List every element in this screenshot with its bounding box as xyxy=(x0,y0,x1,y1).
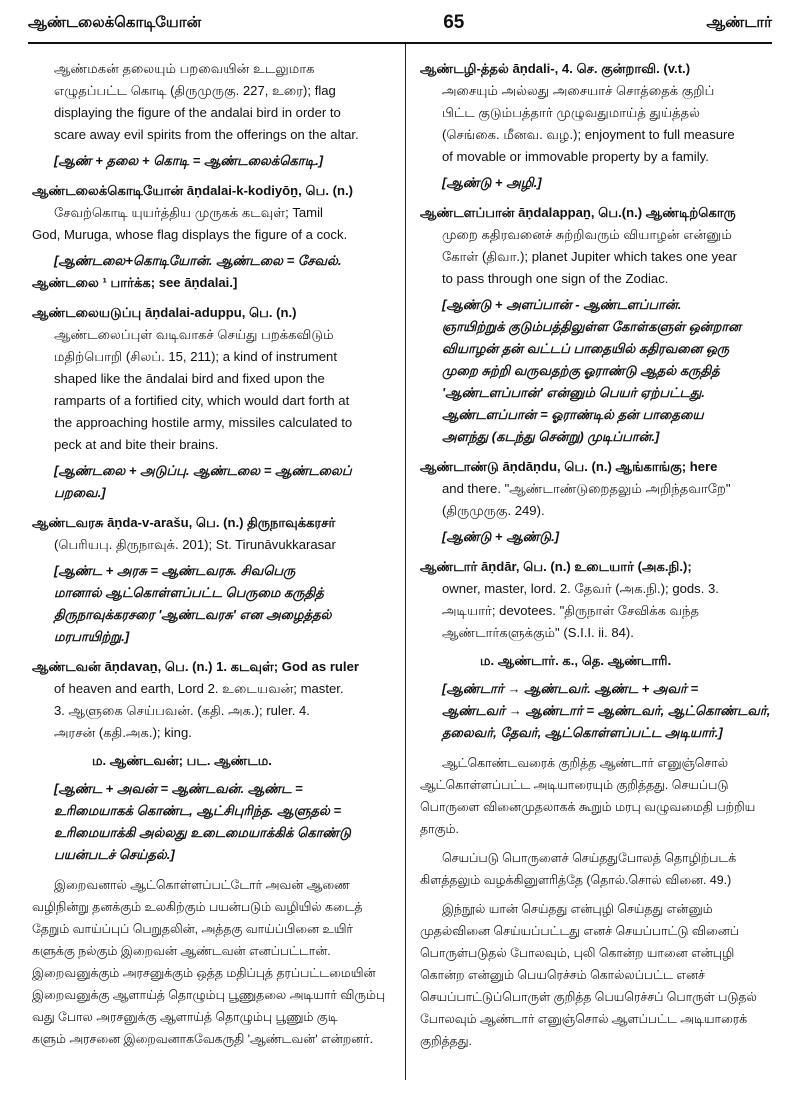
note-line: [ஆண்டார் → ஆண்டவர். ஆண்ட + அவர் = xyxy=(442,681,699,696)
entry-line: of heaven and earth, Lord 2. உடையவன்; master. xyxy=(54,681,344,696)
commentary-paragraph xyxy=(420,898,772,1052)
continued-entry xyxy=(32,58,392,146)
entry-line: (செங்கை. மீனவ. வழ.); enjoyment to full measure xyxy=(442,127,735,142)
etymology-note xyxy=(54,778,392,866)
entry-line: ramparts of a fortified city, which would dart forth at xyxy=(54,393,350,408)
header-left-guideword: ஆண்டலைக்கொடியோன் xyxy=(28,13,202,31)
cross-reference: ஆண்டலை ¹ பார்க்க; see āṇdalai.] xyxy=(32,275,238,290)
column-divider xyxy=(405,44,406,1080)
note-line: வியாழன் தன் வட்டப் பாதையில் கதிரவனை ஒரு xyxy=(442,341,730,356)
entry-andalaikkodiyon xyxy=(32,180,392,246)
entry-line: அரசன் (கதி.அக.); king. xyxy=(54,725,192,740)
entry-line: displaying the figure of the andalai bird in order to xyxy=(54,105,341,120)
entry-andavarasu xyxy=(32,512,392,556)
entry-line: God, Muruga, whose flag displays the figure of a cock. xyxy=(32,227,348,242)
entry-andalappan xyxy=(420,202,772,290)
right-column xyxy=(420,58,772,1059)
entry-line: ஆண்டார்களுக்கும்" (S.I.I. ii. 84). xyxy=(442,625,634,640)
note-line: 'ஆண்டளப்பான்' என்னும் பெயர் ஏற்பட்டது. xyxy=(442,385,705,400)
cognates: ம. ஆண்டவன்; பட. ஆண்டம. xyxy=(92,753,272,768)
entry-line: (பெரியபு. திருநாவுக். 201); St. Tirunāvukkarasar xyxy=(54,537,336,552)
paragraph-line: ஆட்கொள்ளப்பட்ட அடியாரையும் குறித்தது. செயப்படு xyxy=(420,778,729,792)
etymology-note xyxy=(442,294,772,448)
paragraph-line: முதல்வினை செய்யப்பட்டது எனச் செயப்பாட்டு வினைப் xyxy=(420,924,739,938)
note-line: பறவை.] xyxy=(54,485,106,500)
note-line: [ஆண்ட + அரசு = ஆண்டவரசு. சிவபெரு xyxy=(54,563,296,578)
paragraph-line: கிளத்தலும் வழக்கினுளரித்தே (தொல்.சொல் வினை. 49.) xyxy=(420,873,732,887)
paragraph-line: இறைவனுக்கு ஆளாய்த் தொழும்பு பூணுதலை அடியார் விரும்பு xyxy=(32,988,386,1002)
note-line: மானால் ஆட்கொள்ளப்பட்ட பெருமை கருதித் xyxy=(54,585,324,600)
headword-line: ஆண்டலையடுப்பு āṇdalai-aduppu, பெ. (n.) xyxy=(32,305,297,320)
entry-line: கோள் (திவா.); planet Jupiter which takes one year xyxy=(442,249,737,264)
header-right-guideword: ஆண்டார் xyxy=(706,13,772,31)
paragraph-line: ஆட்கொண்டவரைக் குறித்த ஆண்டார் எனுஞ்சொல் xyxy=(442,756,729,770)
entry-line: and there. "ஆண்டாண்டுறைதலும் அறிந்தவாறே" xyxy=(442,481,731,496)
paragraph-line: களும் அரசனை இறைவனாகவேகருதி 'ஆண்டவன்' என்றனர். xyxy=(32,1032,374,1046)
entry-line: of movable or immovable property by a family. xyxy=(442,149,709,164)
paragraph-line: தாகும். xyxy=(420,822,459,836)
paragraph-line: பொருளை வினைமுதலாகக் கூறும் மரபு வழுவமைதி பற்றிய xyxy=(420,800,756,814)
entry-line: சேவற்கொடி யுயர்த்திய முருகக் கடவுள்; Tamil xyxy=(54,205,323,220)
paragraph-line: இறைவனுக்கும் அரசனுக்கும் ஒத்த மதிப்புத் தரப்பட்டமையின் xyxy=(32,966,376,980)
headword-line: ஆண்டலைக்கொடியோன் āṇdalai-k-kodiyōṉ, பெ. (n.) xyxy=(32,183,353,198)
headword-line: ஆண்டழி-த்தல் āṇdali-, 4. செ. குன்றாவி. (v.t.) xyxy=(420,61,691,76)
headword-line: ஆண்டவன் āṇdavaṉ, பெ. (n.) 1. கடவுள்; God as ruler xyxy=(32,659,359,674)
entry-line: ஆண்மகன் தலையும் பறவையின் உடலுமாக xyxy=(54,61,315,76)
etymology-note: [ஆண்டு + ஆண்டு.] xyxy=(442,529,560,544)
entry-line: the approaching hostile army, missiles calculated to xyxy=(54,415,353,430)
headword-line: ஆண்டாண்டு āṇdāṇdu, பெ. (n.) ஆங்காங்கு; here xyxy=(420,459,718,474)
etymology-note xyxy=(54,460,392,504)
paragraph-line: செயப்படு பொருளைச் செய்ததுபோலத் தொழிற்படக் xyxy=(442,851,737,865)
entry-line: shaped like the āndalai bird and fixed upon the xyxy=(54,371,325,386)
left-column xyxy=(32,58,392,1057)
etymology-note xyxy=(54,560,392,648)
page-number: 65 xyxy=(443,12,465,33)
entry-line: அடியார்; devotees. "திருநாள் சேவிக்க வந்த xyxy=(442,603,700,618)
paragraph-line: இறைவனால் ஆட்கொள்ளப்பட்டோர் அவன் ஆணை xyxy=(54,878,350,892)
paragraph-line: கொன்ற என்னும் பெயரெச்சம் கொல்லப்பட்ட எனச் xyxy=(420,968,705,982)
entry-line: scare away evil spirits from the offerings on the altar. xyxy=(54,127,359,142)
note-line: உரிமையாகக் கொண்ட, ஆட்சிபுரிந்த. ஆளுதல் = xyxy=(54,803,342,818)
paragraph-line: குறித்தது. xyxy=(420,1034,472,1048)
note-line: ஞாயிற்றுக் குடும்பத்திலுள்ள கோள்களுள் ஒன்றான xyxy=(442,319,741,334)
paragraph-line: போலவும் ஆண்டார் எனுஞ்சொல் ஆளப்பட்ட அடியாரைக் xyxy=(420,1012,748,1026)
note-line: [ஆண்டலை + அடுப்பு. ஆண்டலை = ஆண்டலைப் xyxy=(54,463,352,478)
note-line: [ஆண்டு + அளப்பான் - ஆண்டளப்பான். xyxy=(442,297,682,312)
note-line: ஆண்டவர் → ஆண்டார் = ஆண்டவர், ஆட்கொண்டவர், xyxy=(442,703,771,718)
entry-line: (திருமுருகு. 249). xyxy=(442,503,545,518)
headword-line: ஆண்டார் āṇdār, பெ. (n.) உடையார் (அக.நி.); xyxy=(420,559,692,574)
etymology-note: [ஆண் + தலை + கொடி = ஆண்டலைக்கொடி.] xyxy=(54,153,324,168)
note-line: முறை சுற்றி வருவதற்கு ஓராண்டு ஆதல் கருதித் xyxy=(442,363,720,378)
entry-line: ஆண்டலைப்புள் வடிவாகச் செய்து பறக்கவிடும் xyxy=(54,327,334,342)
etymology-note xyxy=(442,678,772,744)
commentary-paragraph xyxy=(420,847,772,891)
paragraph-line: செயப்பாட்டுப்பொருள் குறித்த பெயரெச்சப் பொருள் படுதல் xyxy=(420,990,757,1004)
note-line: [ஆண்ட + அவன் = ஆண்டவன். ஆண்ட = xyxy=(54,781,303,796)
paragraph-line: தேறும் வாய்ப்புப் பெறுதலின், அத்தகு வாய்ப்பினை உயிர் xyxy=(32,922,353,936)
paragraph-line: வது போல அரசனுக்கு ஆளாய்த் தொழும்பு பூணும் குடி xyxy=(32,1010,338,1024)
paragraph-line: இந்நூல் யான் செய்தது என்புழி செய்தது என்னும் xyxy=(442,902,713,916)
etymology-note: [ஆண்டு + அழி.] xyxy=(442,175,542,190)
entry-andali xyxy=(420,58,772,168)
entry-line: முறை கதிரவனைச் சுற்றிவரும் வியாழன் என்னும் xyxy=(442,227,732,242)
commentary-paragraph xyxy=(420,752,772,840)
page-header xyxy=(28,4,772,44)
note-line: திருநாவுக்கரசரை 'ஆண்டவரசு' என அழைத்தல் xyxy=(54,607,332,622)
entry-line: மதிற்பொறி (சிலப். 15, 211); a kind of instrument xyxy=(54,349,337,364)
headword-line: ஆண்டவரசு āṇda-v-arašu, பெ. (n.) திருநாவுக்கரசர் xyxy=(32,515,336,530)
note-line: மரபாயிற்று.] xyxy=(54,629,130,644)
entry-line: எழுதப்பட்ட கொடி (திருமுருகு. 227, உரை); flag xyxy=(54,83,336,98)
headword-line: ஆண்டளப்பான் āṇdalappaṉ, பெ.(n.) ஆண்டிற்கொரு xyxy=(420,205,736,220)
entry-andavan xyxy=(32,656,392,744)
paragraph-line: வழிநின்று தனக்கும் உலகிற்கும் பயன்படும் வழியில் கடைத் xyxy=(32,900,363,914)
entry-andalaiaduppu xyxy=(32,302,392,456)
entry-line: to pass through one sign of the Zodiac. xyxy=(442,271,669,286)
paragraph-line: பொருள்படுதல் போலவும், புலி கொன்ற யானை என்புழி xyxy=(420,946,735,960)
note-line: பயன்படச் செய்தல்.] xyxy=(54,847,175,862)
entry-andar xyxy=(420,556,772,644)
cognates: ம. ஆண்டார். க., தெ. ஆண்டாரி. xyxy=(480,653,672,668)
etymology-note: [ஆண்டலை+கொடியோன். ஆண்டலை = சேவல். xyxy=(54,253,342,268)
entry-line: அசையும் அல்லது அசையாச் சொத்தைக் குறிப் xyxy=(442,83,715,98)
entry-line: 3. ஆளுகை செய்பவன். (கதி. அக.); ruler. 4. xyxy=(54,703,310,718)
entry-line: பிட்ட குடும்பத்தார் முழுவதுமாய்த் துய்த்தல் xyxy=(442,105,701,120)
entry-line: owner, master, lord. 2. தேவர் (அக.நி.); gods. 3. xyxy=(442,581,719,596)
paragraph-line: களுக்கு நல்கும் இறைவன் ஆண்டவன் எனப்பட்டான். xyxy=(32,944,331,958)
commentary-paragraph xyxy=(32,874,392,1050)
note-line: தலைவர், தேவர், ஆட்கொள்ளப்பட்ட அடியார்.] xyxy=(442,725,723,740)
note-line: அளந்து (கடந்து சென்று) முடிப்பான்.] xyxy=(442,429,660,444)
entry-line: peck at and bite their brains. xyxy=(54,437,219,452)
note-line: ஆண்டளப்பான் = ஓராண்டில் தன் பாதையை xyxy=(442,407,704,422)
entry-andandu xyxy=(420,456,772,522)
note-line: உரிமையாக்கி அல்லது உடைமையாக்கிக் கொண்டு xyxy=(54,825,351,840)
